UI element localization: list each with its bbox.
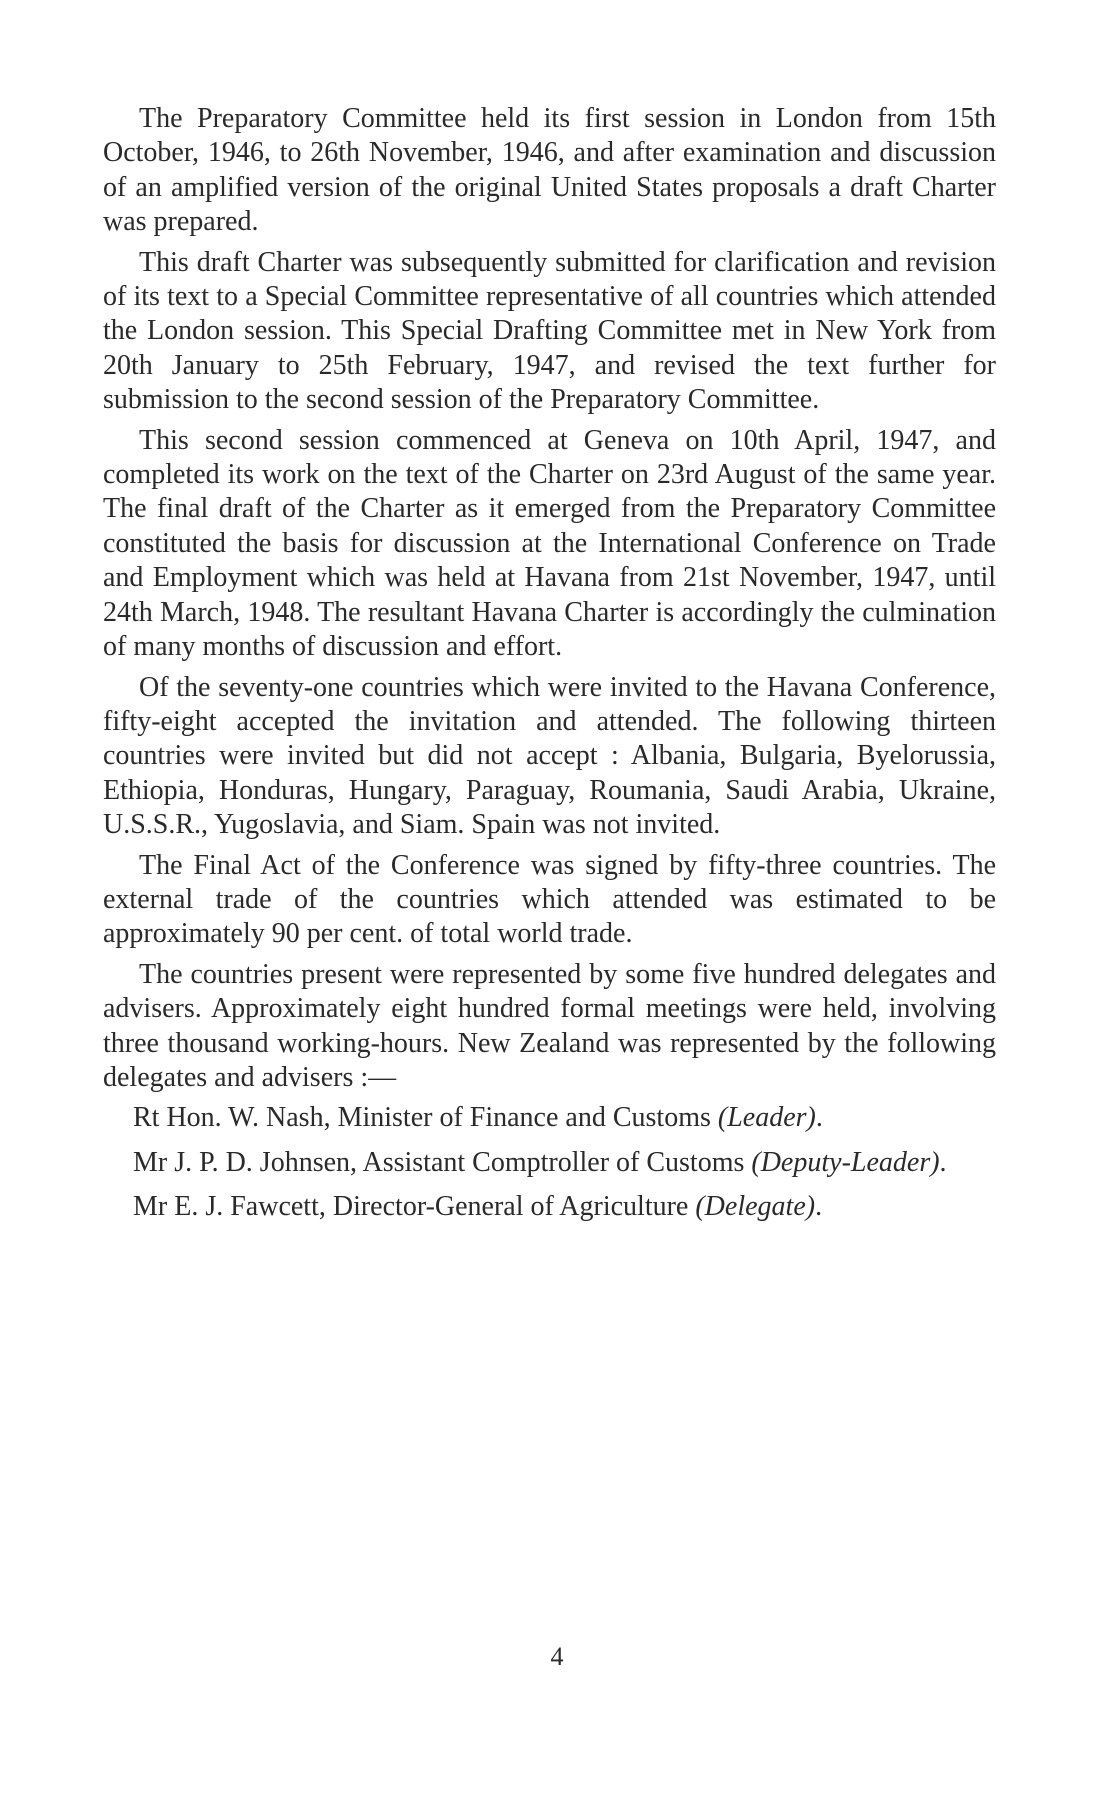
delegate-role: (Leader) (717, 1102, 816, 1134)
paragraph-first-session: The Preparatory Committee held its first session in London from 15th October, 1946, to 26th November, 1946, and after examination and discussion of an amplified version of the original United States proposals a draft Charter was prepared. (103, 103, 996, 238)
paragraph-invited-countries: Of the seventy-one countries which were invited to the Havana Conference, fifty-eight accepted the invitation and attended. The following thirteen countries were invited but did not accept : Albania, Bulgaria, Byelorussia, Ethiopia, Honduras, Hungary, Paraguay, Roumania, Saudi Arabia, Ukraine, U.S.S.R., Yugoslavia, and Siam. Spain was not invited. (103, 671, 996, 841)
page-number: 4 (550, 1642, 564, 1671)
delegate-role: (Delegate) (695, 1191, 816, 1223)
delegate-name: Mr J. P. D. Johnsen, Assistant Comptroller of Customs (133, 1146, 745, 1178)
delegate-entry (103, 1146, 996, 1180)
paragraph-delegates-intro: The countries present were represented by some five hundred delegates and advisers. Approximately eight hundred formal meetings were held, involving three thousand working-hours. New Zealand was represented by the following delegates and advisers :— (103, 958, 996, 1093)
delegate-name: Mr E. J. Fawcett, Director-General of Agriculture (133, 1191, 689, 1223)
paragraph-drafting-committee: This draft Charter was subsequently submitted for clarification and revision of its text to a Special Committee representative of all countries which attended the London session. This Special Drafting Committee met in New York from 20th January to 25th February, 1947, and revised the text further for submission to the second session of the Preparatory Committee. (103, 246, 996, 416)
delegate-end: . (939, 1146, 947, 1178)
document-page (103, 102, 996, 1235)
delegate-end: . (815, 1102, 823, 1134)
delegate-entry (103, 1101, 996, 1135)
delegate-end: . (815, 1191, 823, 1223)
delegate-entry (103, 1190, 996, 1224)
delegate-role: (Deputy-Leader) (751, 1146, 940, 1178)
paragraph-final-act: The Final Act of the Conference was signed by fifty-three countries. The external trade of the countries which attended was estimated to be approximately 90 per cent. of total world trade. (103, 849, 996, 950)
delegate-name: Rt Hon. W. Nash, Minister of Finance and Customs (133, 1102, 711, 1134)
paragraph-second-session: This second session commenced at Geneva on 10th April, 1947, and completed its work on the text of the Charter on 23rd August of the same year. The final draft of the Charter as it emerged from the Preparatory Committee constituted the basis for discussion at the International Conference on Trade and Employment which was held at Havana from 21st November, 1947, until 24th March, 1948. The resultant Havana Charter is accordingly the culmination of many months of discussion and effort. (103, 424, 996, 663)
